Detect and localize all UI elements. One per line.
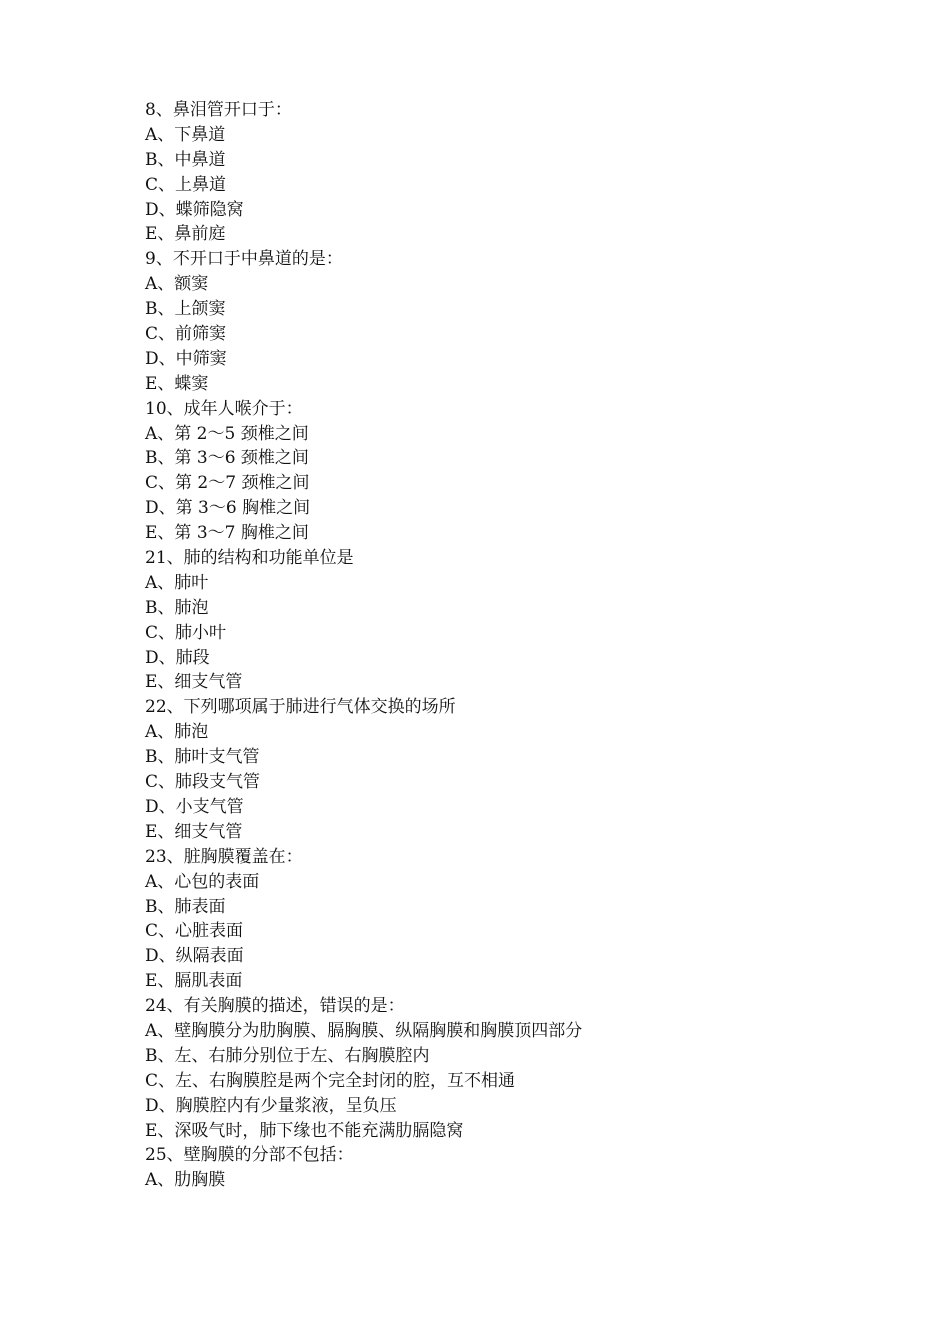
option-d: D、中筛窦 [145,348,227,369]
question-9 [145,247,905,396]
question-stem: 9、不开口于中鼻道的是： [145,249,343,270]
question-24 [145,994,905,1143]
option-c: C、肺小叶 [145,622,227,643]
document-page [145,98,905,1193]
question-25 [145,1143,905,1193]
option-c: C、上鼻道 [145,174,227,195]
option-d: D、肺段 [145,647,210,668]
option-e: E、第 3～7 胸椎之间 [145,523,309,544]
option-b: B、肺泡 [145,597,209,618]
option-c: C、肺段支气管 [145,772,261,793]
option-a: A、心包的表面 [145,871,260,892]
option-a: A、肺叶 [145,572,209,593]
option-a: A、肺泡 [145,722,209,743]
option-c: C、第 2～7 颈椎之间 [145,473,310,494]
question-22 [145,695,905,844]
option-d: D、蝶筛隐窝 [145,199,244,220]
question-stem: 25、壁胸膜的分部不包括： [145,1145,354,1166]
question-stem: 10、成年人喉介于： [145,398,303,419]
option-d: D、第 3～6 胸椎之间 [145,498,311,519]
option-b: B、肺叶支气管 [145,747,260,768]
question-21 [145,546,905,695]
option-a: A、第 2～5 颈椎之间 [145,423,309,444]
question-stem: 22、下列哪项属于肺进行气体交换的场所 [145,697,456,718]
option-c: C、心脏表面 [145,921,244,942]
option-e: E、蝶窦 [145,373,209,394]
question-stem: 24、有关胸膜的描述，错误的是： [145,996,405,1017]
option-e: E、细支气管 [145,821,243,842]
option-e: E、深吸气时，肺下缘也不能充满肋膈隐窝 [145,1120,464,1141]
option-d: D、纵隔表面 [145,946,244,967]
option-b: B、上颌窦 [145,299,226,320]
option-a: A、额窦 [145,274,209,295]
question-stem: 21、肺的结构和功能单位是 [145,548,354,569]
question-10 [145,397,905,546]
option-e: E、膈肌表面 [145,971,243,992]
option-a: A、肋胸膜 [145,1170,226,1191]
question-stem: 8、鼻泪管开口于： [145,100,292,120]
option-e: E、细支气管 [145,672,243,693]
option-c: C、左、右胸膜腔是两个完全封闭的腔，互不相通 [145,1070,516,1091]
option-b: B、左、右肺分别位于左、右胸膜腔内 [145,1045,430,1066]
option-c: C、前筛窦 [145,324,227,345]
option-e: E、鼻前庭 [145,224,226,245]
option-b: B、中鼻道 [145,149,226,170]
question-stem: 23、脏胸膜覆盖在： [145,846,303,867]
question-23 [145,845,905,994]
option-d: D、胸膜腔内有少量浆液，呈负压 [145,1095,397,1116]
option-b: B、肺表面 [145,896,226,917]
question-8 [145,98,905,247]
option-a: A、壁胸膜分为肋胸膜、膈胸膜、纵隔胸膜和胸膜顶四部分 [145,1020,583,1041]
option-a: A、下鼻道 [145,124,226,145]
option-b: B、第 3～6 颈椎之间 [145,448,309,469]
option-d: D、小支气管 [145,796,244,817]
